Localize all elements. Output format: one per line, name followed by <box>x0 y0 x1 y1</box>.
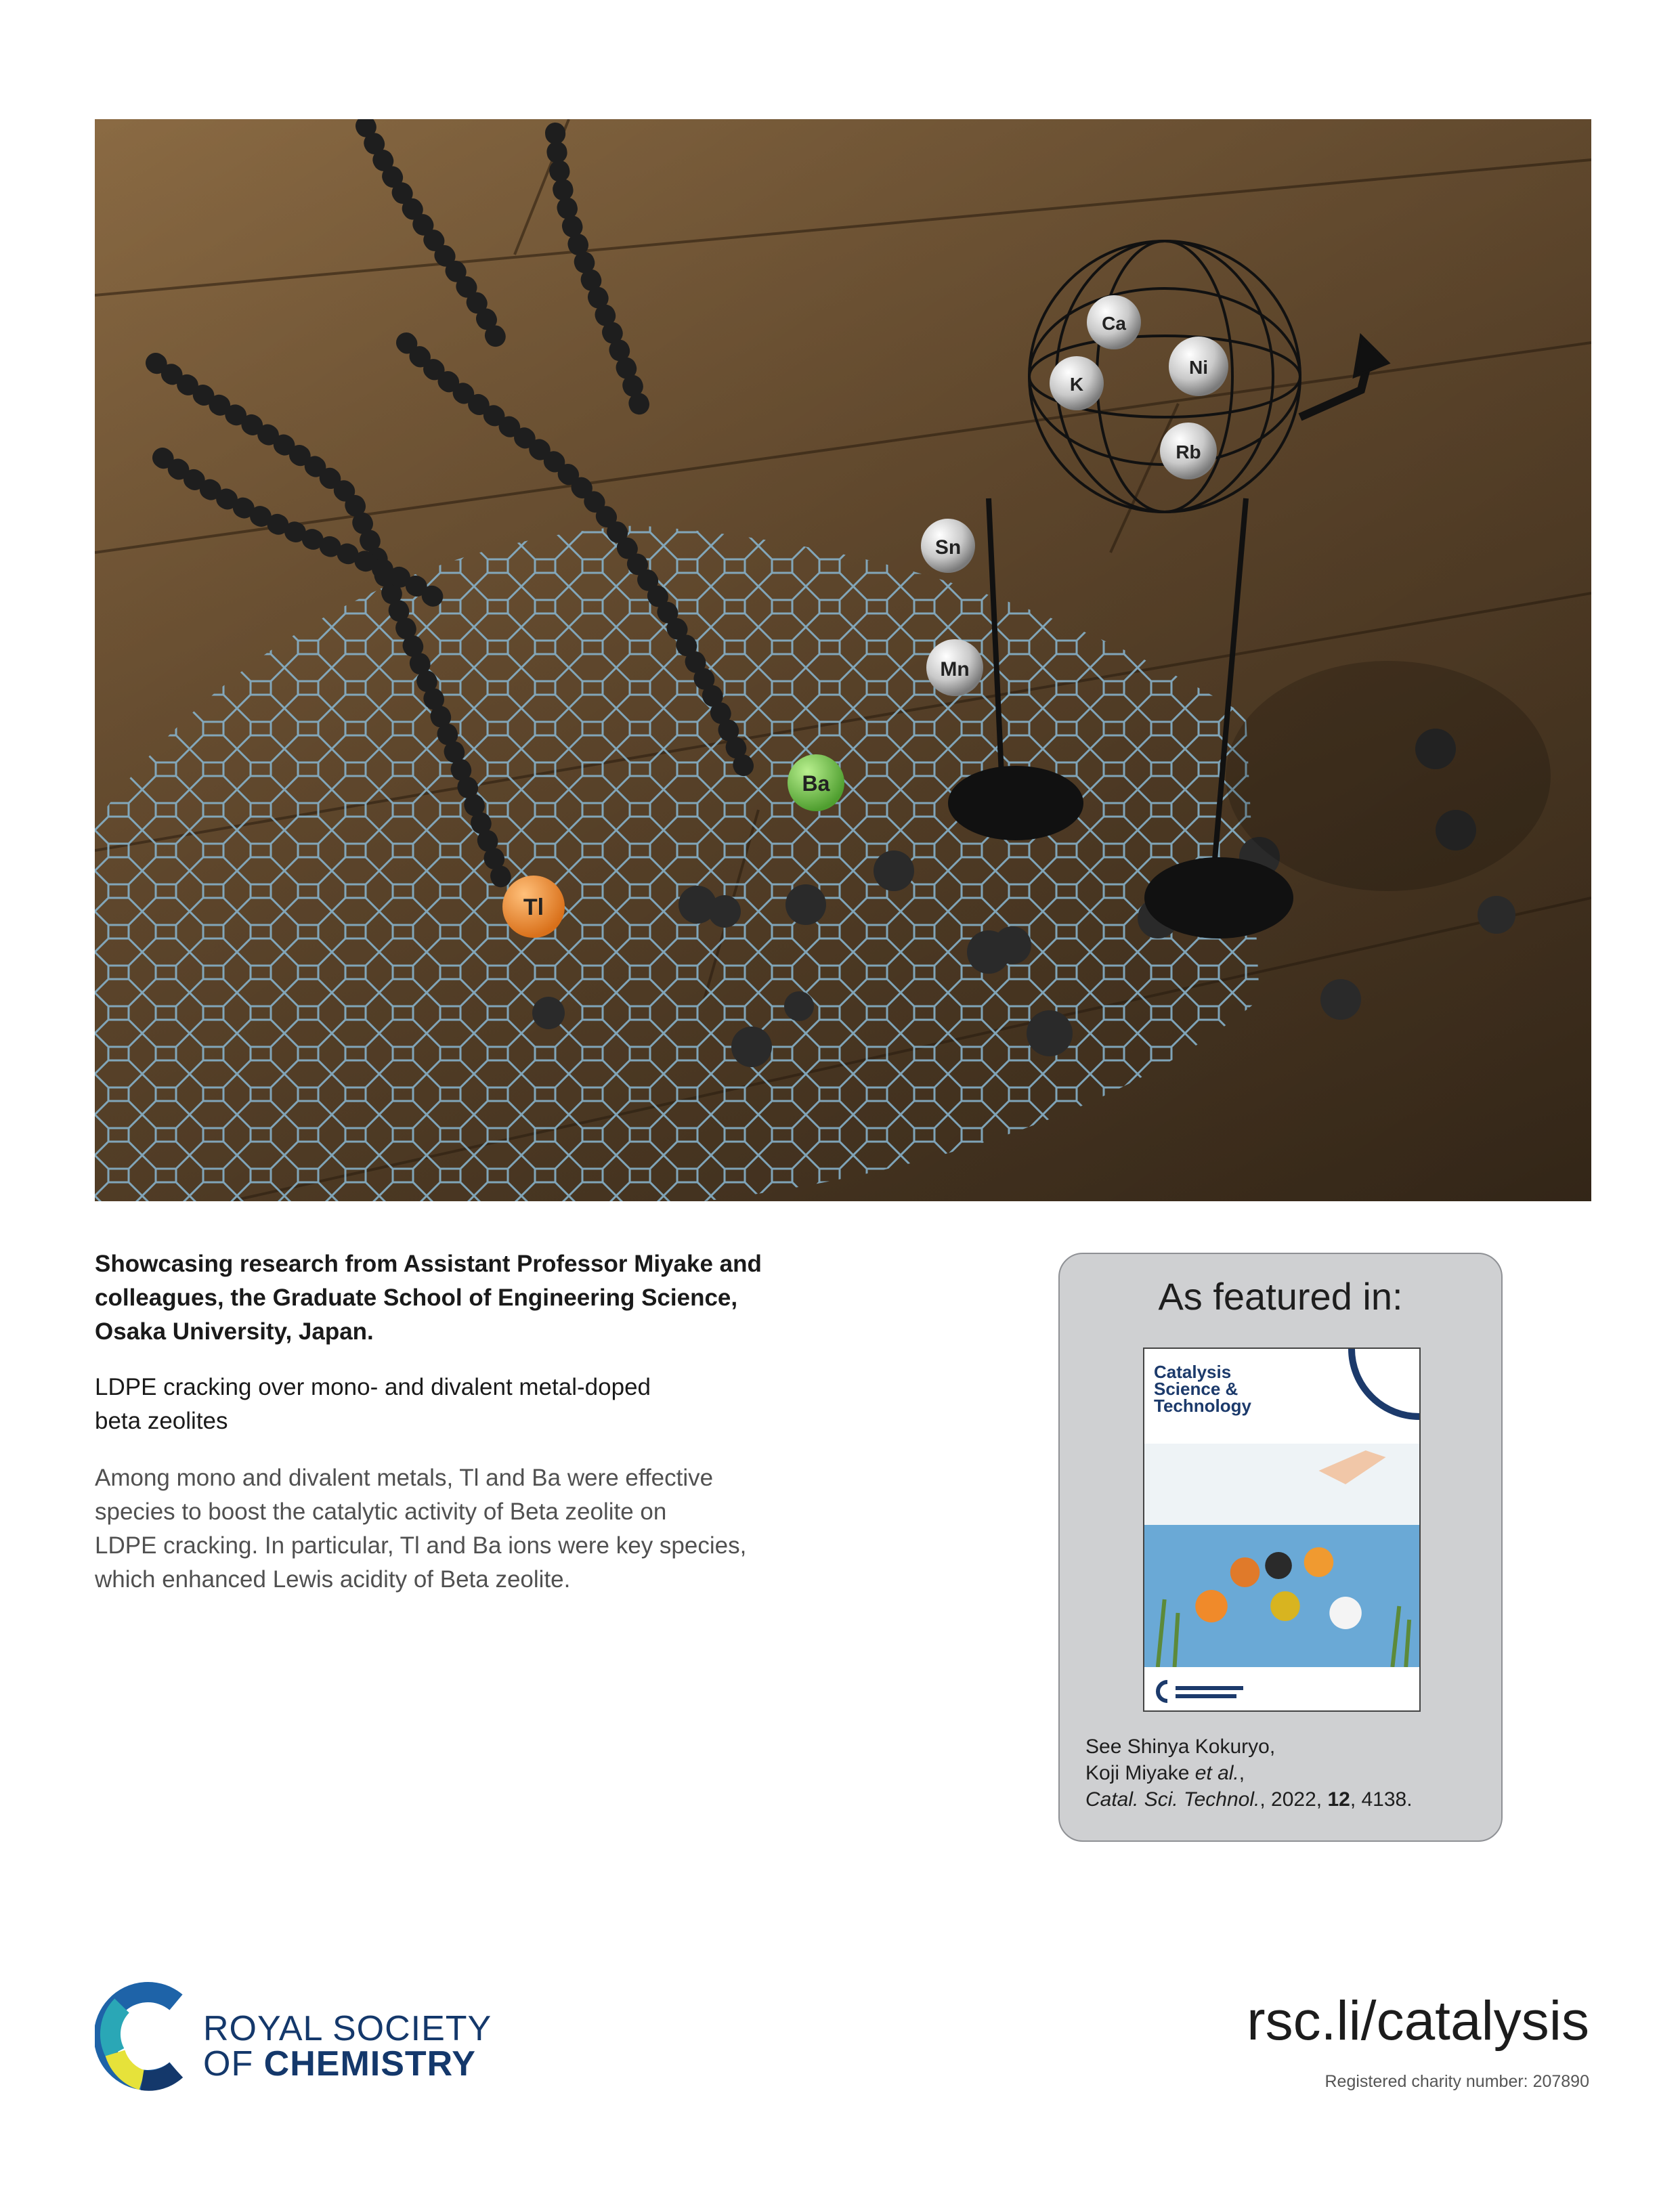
showcase-line: colleagues, the Graduate School of Engineering Science, <box>95 1285 738 1311</box>
metal-ball-ba <box>788 754 844 811</box>
journal-cover-thumbnail[interactable] <box>1143 1347 1421 1712</box>
featured-heading: As featured in: <box>1158 1275 1403 1318</box>
rsc-logo-line-2 <box>203 2044 476 2084</box>
journal-cover-title <box>1154 1364 1316 1415</box>
ref-authors: Koji Miyake <box>1085 1762 1195 1784</box>
metal-ball-sn <box>921 519 975 573</box>
metal-ball-ca <box>1087 295 1141 349</box>
abstract-line: LDPE cracking. In particular, Tl and Ba ions were key species, <box>95 1532 747 1559</box>
journal-url-link[interactable]: rsc.li/catalysis <box>1247 1990 1589 2052</box>
abstract-line: which enhanced Lewis acidity of Beta zeolite. <box>95 1566 571 1593</box>
rsc-logo-line-1: ROYAL SOCIETY <box>203 2009 492 2048</box>
rsc-logo-mark-icon <box>95 1979 196 2094</box>
metal-ball-ni <box>1169 337 1228 396</box>
ball-label-sn: Sn <box>934 536 962 559</box>
metal-ball-rb <box>1160 423 1217 479</box>
showcase-text <box>95 1247 840 1349</box>
abstract-line: species to boost the catalytic activity of Beta zeolite on <box>95 1498 667 1525</box>
article-title-line: beta zeolites <box>95 1408 228 1434</box>
showcase-line: Osaka University, Japan. <box>95 1318 374 1345</box>
abstract-text <box>95 1461 874 1597</box>
journal-cover-illustration <box>1144 1444 1419 1667</box>
abstract-line: Among mono and divalent metals, Tl and Ba were effective <box>95 1465 714 1491</box>
featured-in-card <box>1058 1253 1503 1842</box>
journal-title-line: Technology <box>1154 1396 1251 1416</box>
rsc-logo[interactable] <box>95 1979 501 2094</box>
ref-year: , 2022, <box>1259 1788 1328 1811</box>
featured-reference <box>1085 1733 1492 1813</box>
metal-ball-tl <box>502 876 565 938</box>
drum-shadow <box>1226 661 1551 891</box>
ref-comma: , <box>1239 1762 1245 1784</box>
ref-line-1: See Shinya Kokuryo, <box>1085 1735 1276 1758</box>
ball-label-k: K <box>1069 374 1084 395</box>
cover-arc-icon <box>1345 1349 1419 1423</box>
journal-cover-publisher-logo <box>1155 1679 1257 1704</box>
showcase-line: Showcasing research from Assistant Professor Miyake and <box>95 1251 762 1277</box>
ball-label-ni: Ni <box>1189 357 1208 378</box>
ref-pages: , 4138. <box>1350 1788 1413 1811</box>
ball-label-tl: Tl <box>523 894 544 920</box>
ref-et-al: et al. <box>1194 1762 1239 1784</box>
ref-volume: 12 <box>1327 1788 1350 1811</box>
cover-artwork <box>95 119 1591 1201</box>
ref-line-2 <box>1085 1760 1492 1786</box>
journal-title-line: Catalysis <box>1154 1362 1232 1382</box>
charity-number: Registered charity number: 207890 <box>1324 2072 1589 2091</box>
metal-ball-k <box>1050 356 1104 410</box>
ref-journal: Catal. Sci. Technol. <box>1085 1788 1260 1811</box>
article-title-line: LDPE cracking over mono- and divalent metal-doped <box>95 1374 651 1400</box>
cover-illustration <box>95 119 1591 1201</box>
metal-ball-mn <box>926 639 983 696</box>
ball-label-rb: Rb <box>1176 441 1201 462</box>
rsc-logo-of: OF <box>203 2044 264 2084</box>
article-title <box>95 1371 840 1438</box>
rsc-logo-chemistry: CHEMISTRY <box>263 2044 476 2084</box>
ball-label-ba: Ba <box>802 771 830 796</box>
journal-title-line: Science & <box>1154 1379 1239 1399</box>
ref-line-3[interactable] <box>1085 1786 1492 1813</box>
ball-label-mn: Mn <box>940 658 970 681</box>
ball-label-ca: Ca <box>1102 313 1126 334</box>
